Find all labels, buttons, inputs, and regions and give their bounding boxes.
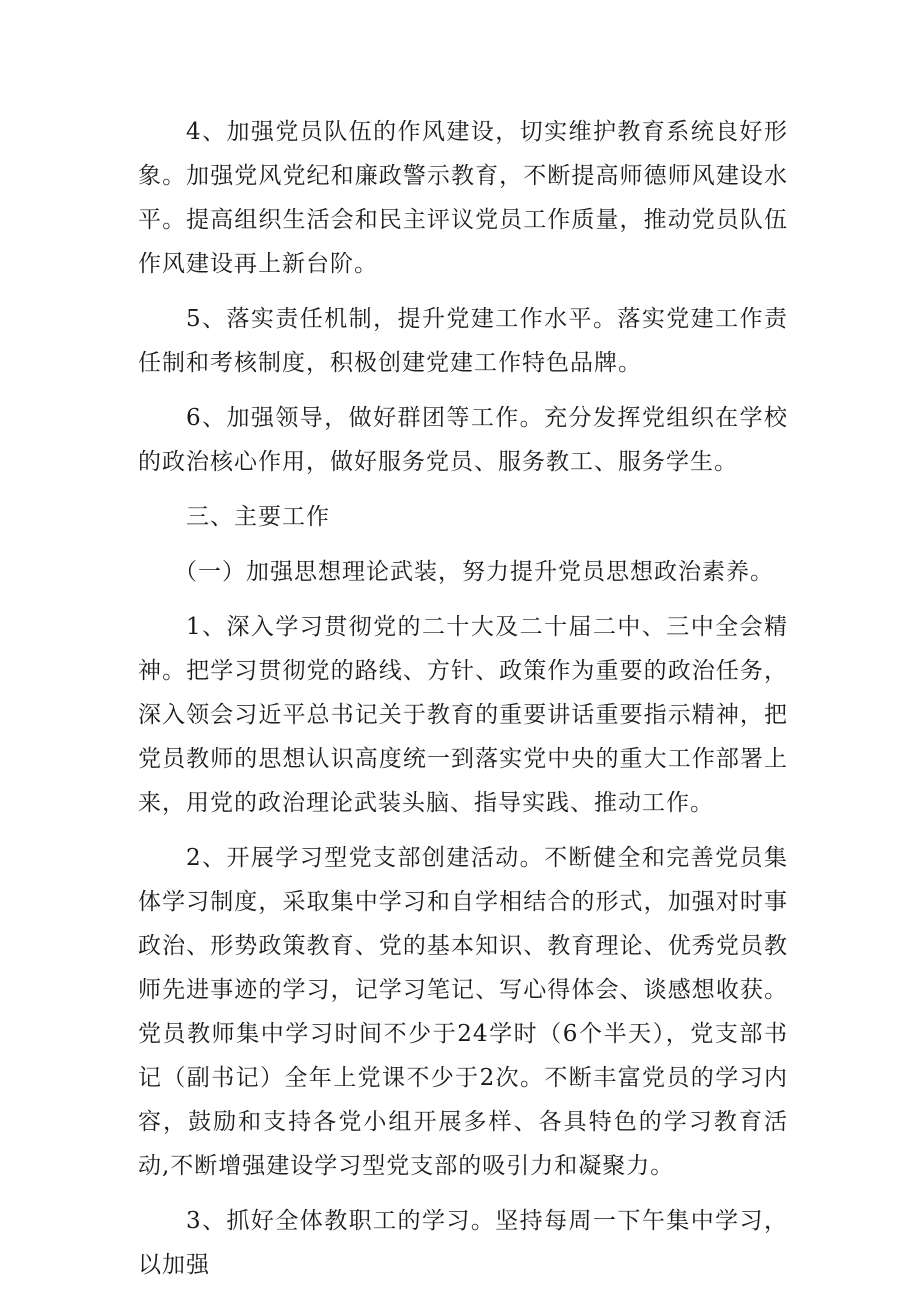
paragraph-work-2: 2、开展学习型党支部创建活动。不断健全和完善党员集体学习制度，采取集中学习和自学相结合的形式，加强对时事政治、形势政策教育、党的基本知识、教育理论、优秀党员教师先进事迹的学习，记学习笔记、写心得体会、谈感想收获。党员教师集中学习时间不少于24学时（6个半天），党支部书记（副书记）全年上党课不少于2次。不断丰富党员的学习内容，鼓励和支持各党小组开展多样、各具特色的学习教育活动,不断增强建设学习型党支部的吸引力和凝聚力。 [138,845,788,1179]
subsection-heading-1: （一）加强思想理论武装，努力提升党员思想政治素养。 [174,559,774,585]
paragraph-item-6: 6、加强领导，做好群团等工作。充分发挥党组织在学校的政治核心作用，做好服务党员、服务教工、服务学生。 [138,405,788,475]
paragraph-item-4: 4、加强党员队伍的作风建设，切实维护教育系统良好形象。加强党风党纪和廉政警示教育，不断提高师德师风建设水平。提高组织生活会和民主评议党员工作质量，推动党员队伍作风建设再上新台阶。 [138,119,788,277]
section-heading-main-work: 三、主要工作 [186,504,330,530]
paragraph-work-3: 3、抓好全体教职工的学习。坚持每周一下午集中学习，以加强 [138,1208,788,1278]
document-body [138,110,788,1298]
paragraph-item-5: 5、落实责任机制，提升党建工作水平。落实党建工作责任制和考核制度，积极创建党建工作特色品牌。 [138,306,788,376]
paragraph-work-1: 1、深入学习贯彻党的二十大及二十届二中、三中全会精神。把学习贯彻党的路线、方针、政策作为重要的政治任务，深入领会习近平总书记关于教育的重要讲话重要指示精神，把党员教师的思想认识高度统一到落实党中央的重大工作部署上来，用党的政治理论武装头脑、指导实践、推动工作。 [138,614,788,816]
